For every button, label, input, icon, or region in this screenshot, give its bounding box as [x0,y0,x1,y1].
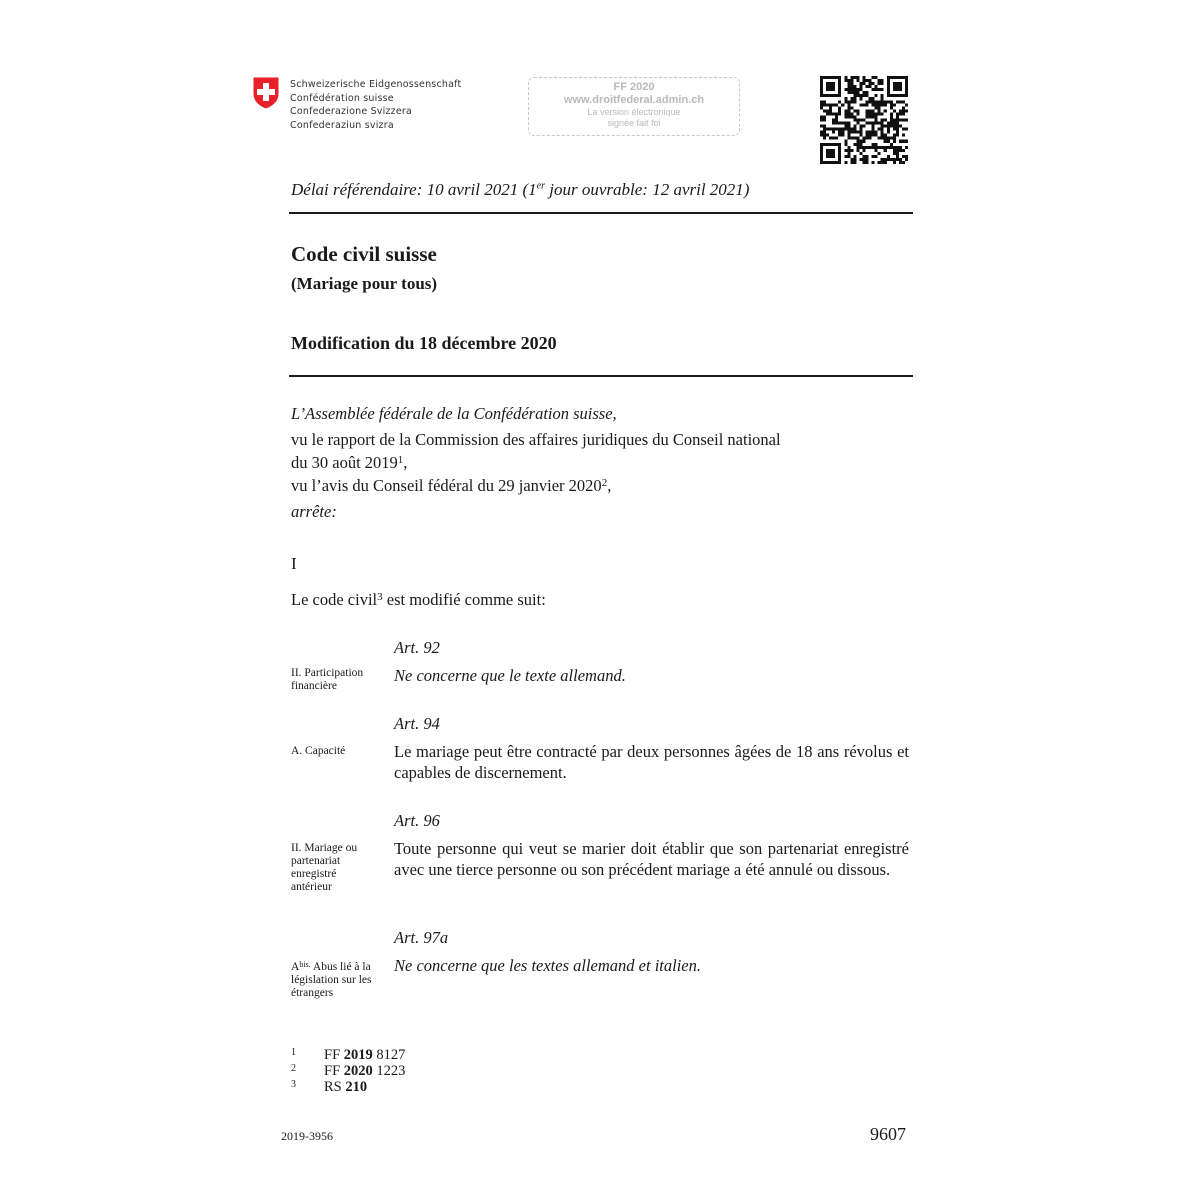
intro-line [291,590,546,610]
footnote-number: 2 [291,1063,296,1074]
footnote-bold: 210 [345,1079,368,1095]
referendum-sup: er [536,180,546,192]
page-title: Code civil suisse [291,242,437,266]
preamble-line-3 [291,473,911,496]
article-92-text: Ne concerne que le texte allemand. [394,666,626,685]
preamble [291,404,911,522]
footnote-number: 3 [291,1079,296,1090]
article-92-margin-title: II. Participation financière [291,667,364,692]
referendum-suffix: jour ouvrable: 12 avril 2021) [545,180,750,199]
article-94-number: Art. 94 [394,714,440,733]
electronic-version-stamp [528,77,740,136]
footnote-number: 1 [291,1047,296,1058]
confederation-names [290,78,461,132]
stamp-url[interactable]: www.droitfederal.admin.ch [563,94,705,106]
footnote-text [324,1047,405,1063]
article-94-margin-title: A. Capacité [291,745,346,757]
stamp-note-2: signée fait foi [607,118,661,128]
article-96-number: Art. 96 [394,811,440,830]
document-id: 2019-3956 [281,1129,333,1143]
footnote-pre: FF [324,1063,344,1079]
preamble-line-2 [291,450,911,473]
preamble-line-3-text: vu l’avis du Conseil fédéral du 29 janvier 2020 [291,476,602,495]
referendum-prefix: Délai référendaire: 10 avril 2021 (1 [291,180,537,199]
article-96-margin-title: II. Mariage ou partenariat enregistré antérieur [291,842,358,893]
divider-bottom [289,375,913,377]
article-97a-margin-title [291,958,381,1000]
article-97a-text: Ne concerne que les textes allemand et italien. [394,956,701,975]
preamble-line-3-end: , [607,476,612,495]
footnotes [291,1047,405,1095]
article-96-text: Toute personne qui veut se marier doit établir que son partenariat enregistré avec une tierce personne ou son précédent mariage a été annulé ou dissous. [394,839,909,879]
article-97a-margin-text: Abus lié à la législation sur les étrangers [291,961,372,999]
footnote-ref-3[interactable]: 3 [377,591,383,603]
footnote-ref-2[interactable]: 2 [601,477,608,489]
footnote-bold: 2020 [343,1063,373,1079]
footnote-pre: RS [324,1079,346,1095]
qr-code-icon [820,76,908,164]
page-subtitle: (Mariage pour tous) [291,274,438,293]
confederation-line-de: Schweizerische Eidgenossenschaft [290,79,462,90]
intro-end: est modifié comme suit: [382,590,546,609]
confederation-line-fr: Confédération suisse [290,92,394,104]
preamble-assembly: L’Assemblée fédérale de la Confédération suisse, [291,404,617,423]
footnote-item [291,1079,405,1095]
footnote-item [291,1047,405,1063]
stamp-note-1: La version électronique [587,107,681,117]
swiss-coat-of-arms-icon [252,76,280,110]
modification-date: Modification du 18 décembre 2020 [291,333,557,353]
preamble-decides: arrête: [291,502,337,521]
footnote-text [324,1079,367,1095]
footnote-item [291,1063,405,1079]
footnote-bold: 2019 [343,1047,373,1063]
stamp-ff: FF 2020 [613,81,655,93]
article-97a-margin-sup: bis. [299,960,311,969]
footnote-text [324,1063,405,1079]
article-97a-margin-prefix: A [291,961,300,973]
footnote-pre: FF [324,1047,344,1063]
footnote-post: 1223 [372,1063,406,1079]
preamble-line-2-text: du 30 août 2019 [291,453,398,472]
divider-top [289,212,913,214]
preamble-line-2-end: , [403,453,408,472]
article-97a-number: Art. 97a [394,928,449,947]
footnote-post: 8127 [372,1047,406,1063]
intro-text: Le code civil [291,590,378,609]
section-number: I [291,554,297,573]
footnote-ref-1[interactable]: 1 [397,454,404,466]
confederation-line-it: Confederazione Svizzera [290,106,413,117]
referendum-deadline [291,180,749,200]
preamble-line-1: vu le rapport de la Commission des affaires juridiques du Conseil national [291,430,781,449]
article-94-text: Le mariage peut être contracté par deux personnes âgées de 18 ans révolus et capables de discernement. [394,742,909,782]
page-number: 9607 [870,1124,906,1144]
article-92-number: Art. 92 [394,638,440,657]
confederation-line-rm: Confederaziun svizra [290,119,394,131]
